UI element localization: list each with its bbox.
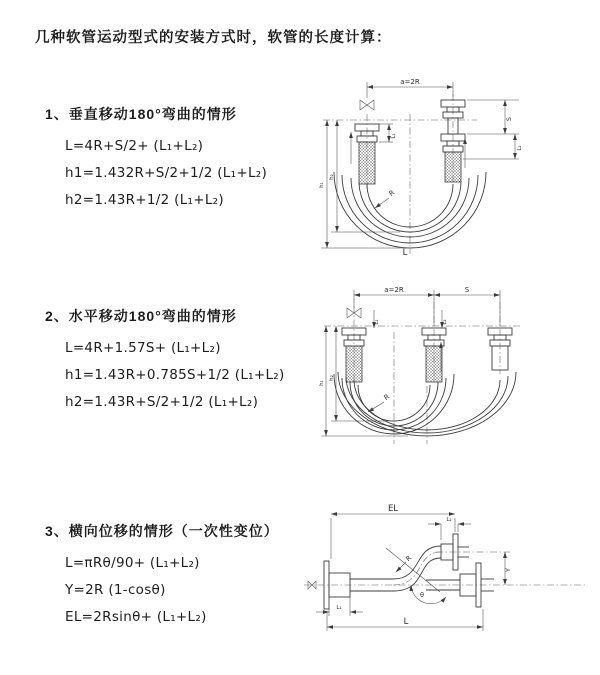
- dim-label-l1: L₁: [391, 133, 397, 139]
- formula: h2=1.43R+S/2+1/2 (L₁+L₂): [65, 394, 259, 410]
- dim-label-l2: L₂: [517, 145, 523, 151]
- dim-label-h1: h₁: [319, 380, 325, 386]
- section-2-heading: 2、水平移动180°弯曲的情形: [45, 308, 237, 324]
- angle-label: θ: [420, 591, 424, 599]
- angle-theta: [386, 548, 446, 604]
- radius-callout: [368, 393, 391, 412]
- formula: h1=1.43R+0.785S+1/2 (L₁+L₂): [65, 367, 285, 383]
- section-2-formulas: [65, 335, 285, 416]
- dimension-s: [463, 100, 523, 159]
- diagram-horizontal-180-bend: [308, 282, 576, 450]
- dim-label-l1: L₁: [336, 605, 342, 611]
- dimension-l1: [374, 310, 380, 328]
- section-1-heading: 1、垂直移动180°弯曲的情形: [45, 106, 237, 122]
- hose-s-curve: [393, 546, 441, 591]
- section-3: [45, 521, 279, 631]
- right-flange-assembly: [441, 100, 465, 182]
- dim-label-h2: h₂: [329, 375, 335, 381]
- formula: EL=2Rsinθ+ (L₁+L₂): [65, 609, 207, 625]
- dim-label-h2: h₂: [329, 174, 335, 180]
- dimension-l1: [316, 597, 363, 616]
- section-1-formulas: [65, 133, 267, 214]
- page-title: 几种软管运动型式的安装方式时，软管的长度计算：: [35, 30, 392, 46]
- formula: h1=1.432R+S/2+1/2 (L₁+L₂): [65, 165, 268, 181]
- diagram-lateral-displacement: [298, 500, 590, 648]
- dim-label-l2: L₂: [442, 319, 448, 325]
- diagram-vertical-180-bend: [305, 72, 577, 257]
- section-1: [45, 104, 267, 214]
- section-3-formulas: [65, 550, 279, 631]
- dim-label-s: S: [505, 116, 513, 122]
- dim-label-l2: L₂: [446, 517, 452, 523]
- radius-label: R: [382, 392, 392, 403]
- dimension-l2: [428, 517, 471, 540]
- dim-label-h1: h₁: [319, 182, 325, 188]
- dim-label-a2r: a=2R: [384, 286, 404, 294]
- dim-label-l1: L₁: [374, 319, 380, 325]
- dim-label-el: EL: [387, 504, 399, 514]
- formula: Y=2R (1-cosθ): [65, 582, 166, 598]
- middle-flange-assembly: [422, 328, 446, 382]
- dimension-l1: [379, 124, 397, 142]
- radius-callout: [375, 189, 396, 208]
- displaced-flange-assembly: [436, 534, 510, 570]
- dimension-el: [331, 504, 455, 559]
- radius-label: R: [404, 553, 414, 563]
- dimension-a2r: [367, 78, 453, 98]
- dim-label-a2r: a=2R: [400, 78, 420, 86]
- dim-label-s: S: [464, 286, 470, 294]
- formula: L=πRθ/90+ (L₁+L₂): [65, 555, 200, 571]
- length-label: L: [402, 248, 408, 257]
- formula: h2=1.43R+1/2 (L₁+L₂): [65, 192, 224, 208]
- dimension-y: [504, 552, 512, 585]
- dimension-l2: [442, 310, 448, 328]
- dim-label-y: Y: [504, 568, 512, 572]
- dimension-l: [327, 609, 483, 631]
- section-3-heading: 3、横向位移的情形（一次性变位）: [45, 523, 279, 539]
- valve-icon: [360, 100, 374, 110]
- radius-label: R: [387, 188, 397, 199]
- dim-label-l: L: [403, 617, 409, 627]
- radius-callout: [396, 554, 413, 572]
- formula: L=4R+1.57S+ (L₁+L₂): [65, 340, 221, 356]
- formula: L=4R+S/2+ (L₁+L₂): [65, 138, 204, 154]
- section-2: [45, 306, 285, 416]
